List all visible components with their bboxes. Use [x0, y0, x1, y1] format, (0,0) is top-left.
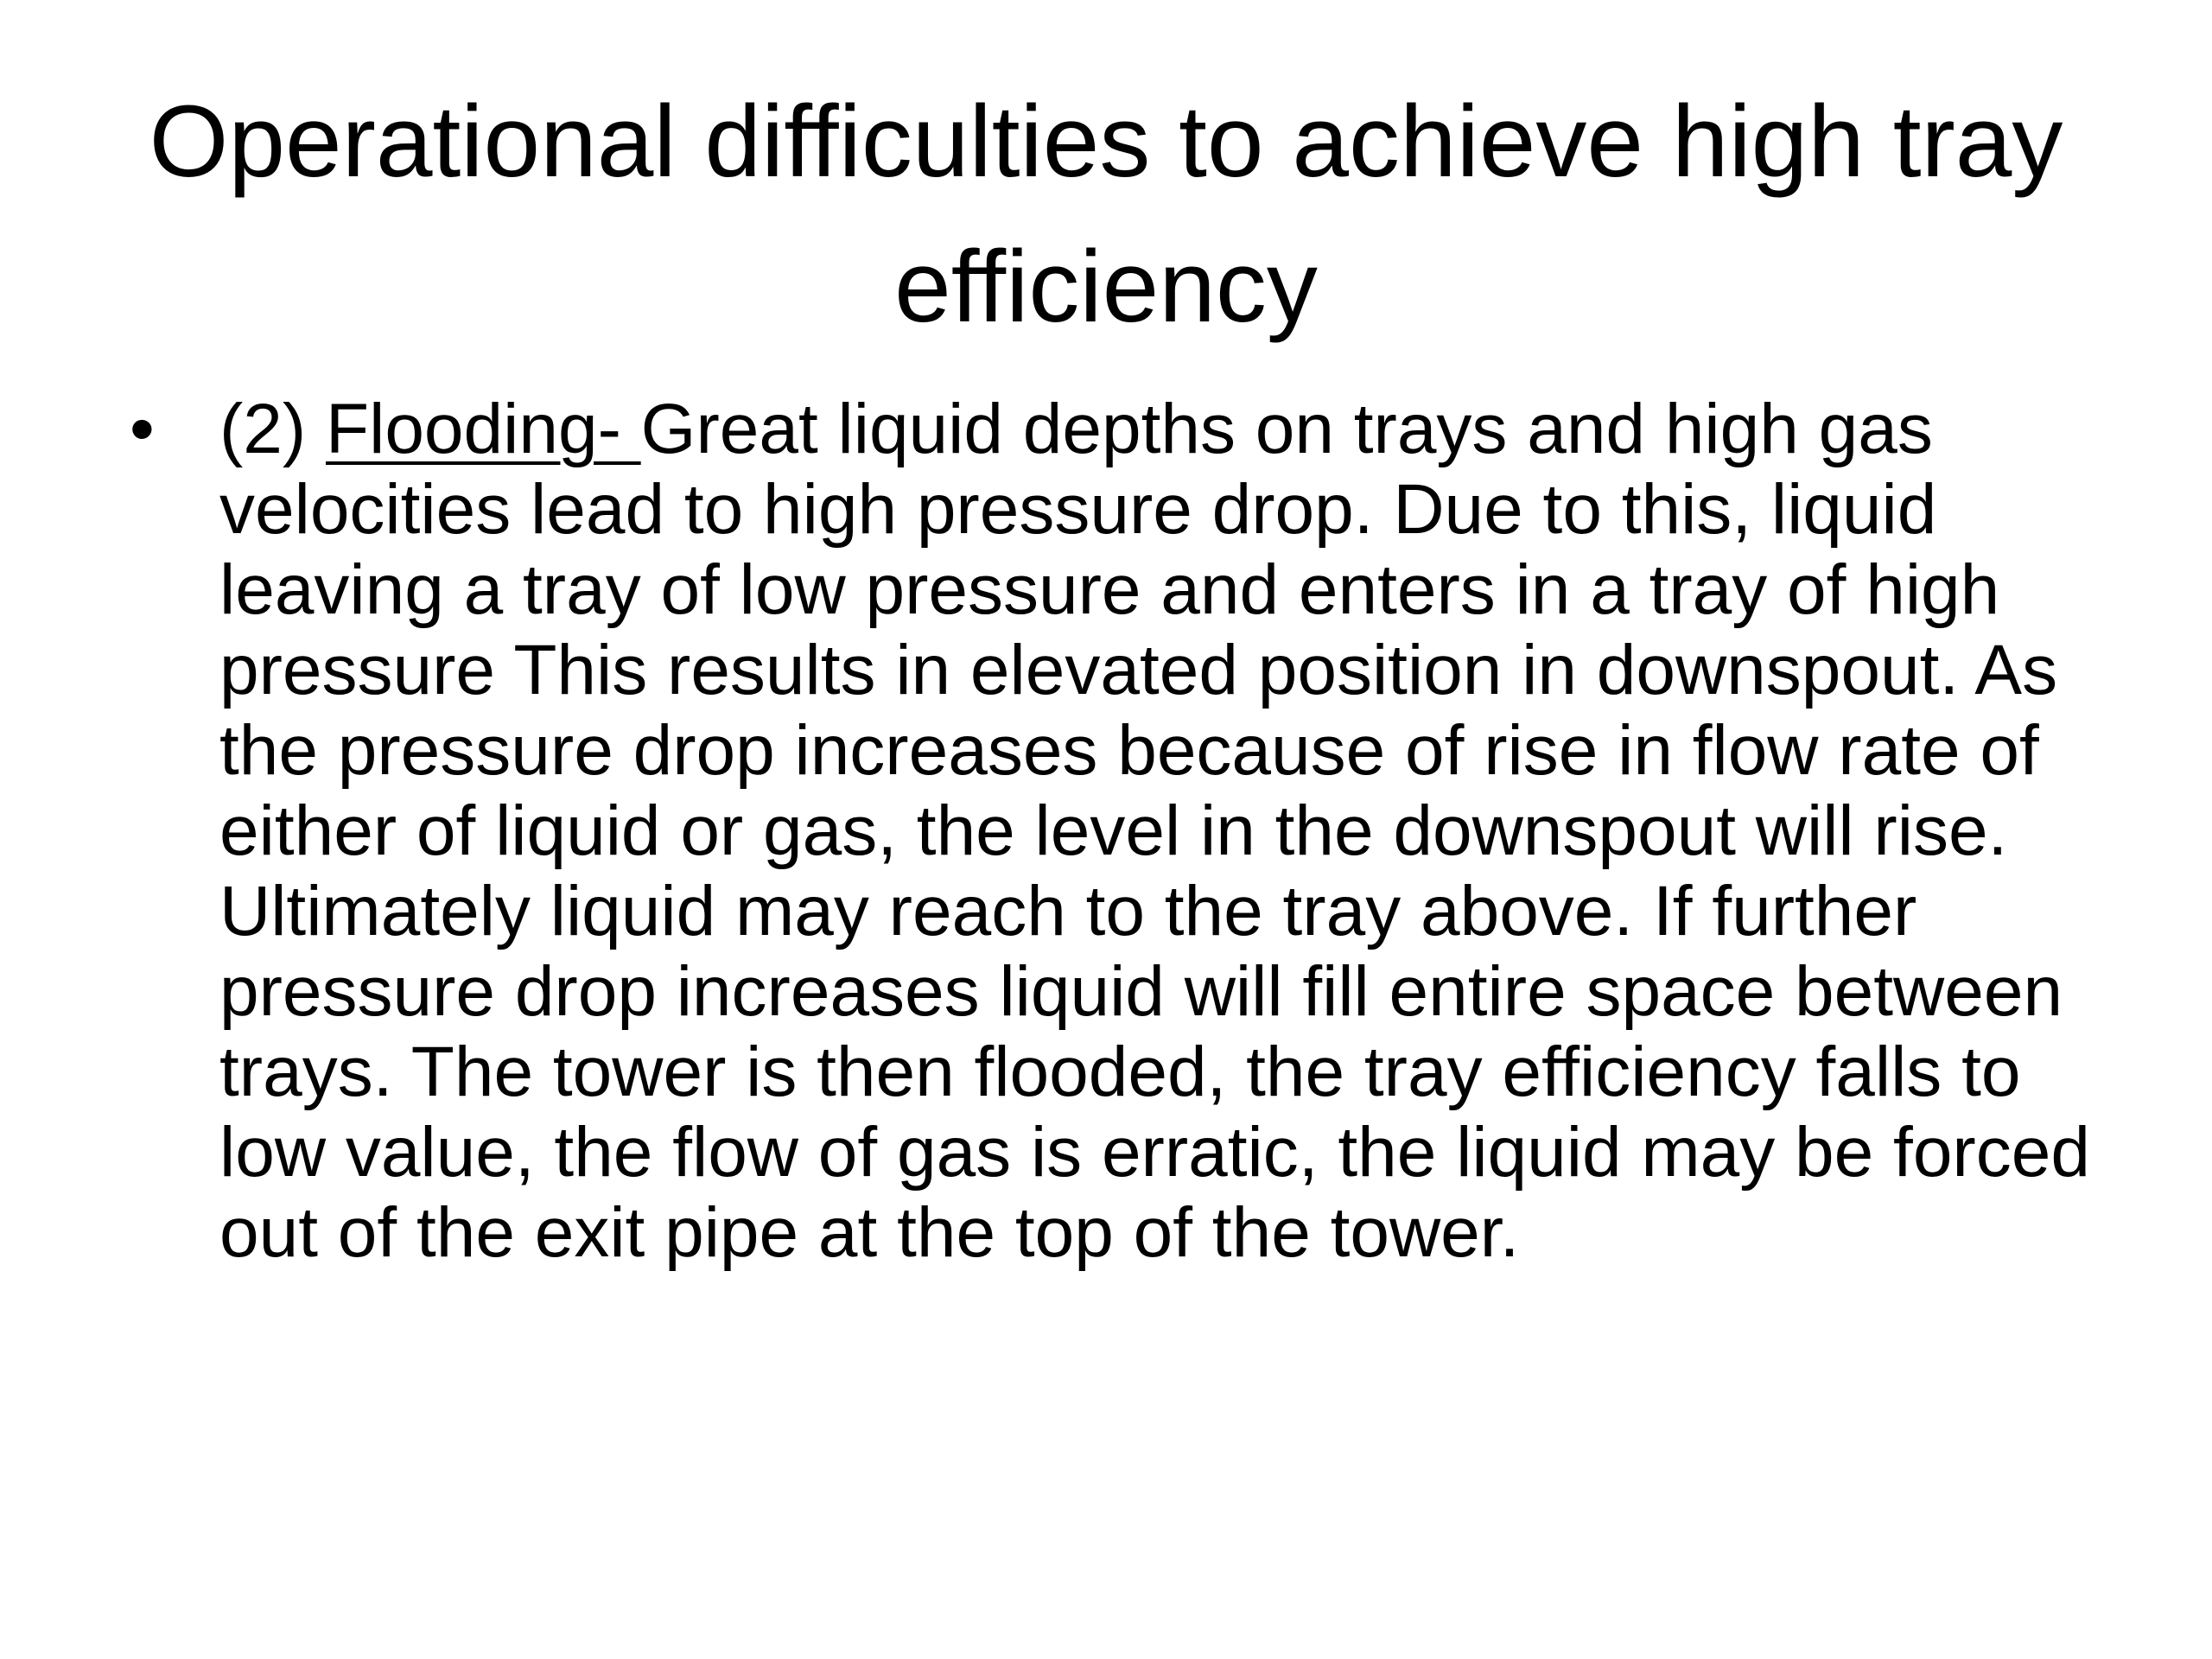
slide-title: Operational difficulties to achieve high tray efficiency	[149, 85, 2063, 344]
bullet-term: Flooding-	[326, 390, 641, 468]
bullet-number: (2)	[219, 390, 307, 468]
slide-body	[130, 389, 2117, 1273]
bullet-item-flooding	[130, 389, 2117, 1273]
bullet-text: Great liquid depths on trays and high gas velocities lead to high pressure drop. Due to this, liquid leaving a tray of low pressure and enters in a tray of high pressure This results in elevated position in downspout. As the pressure drop increases because of rise in flow rate of either of liquid or gas, the level in the downspout will rise. Ultimately liquid may reach to the tray above. If further pressure drop increases liquid will fill entire space between trays. The tower is then flooded, the tray efficiency falls to low value, the flow of gas is erratic, the liquid may be forced out of the exit pipe at the top of the tower.	[219, 390, 2090, 1272]
bullet-icon: •	[130, 390, 155, 468]
